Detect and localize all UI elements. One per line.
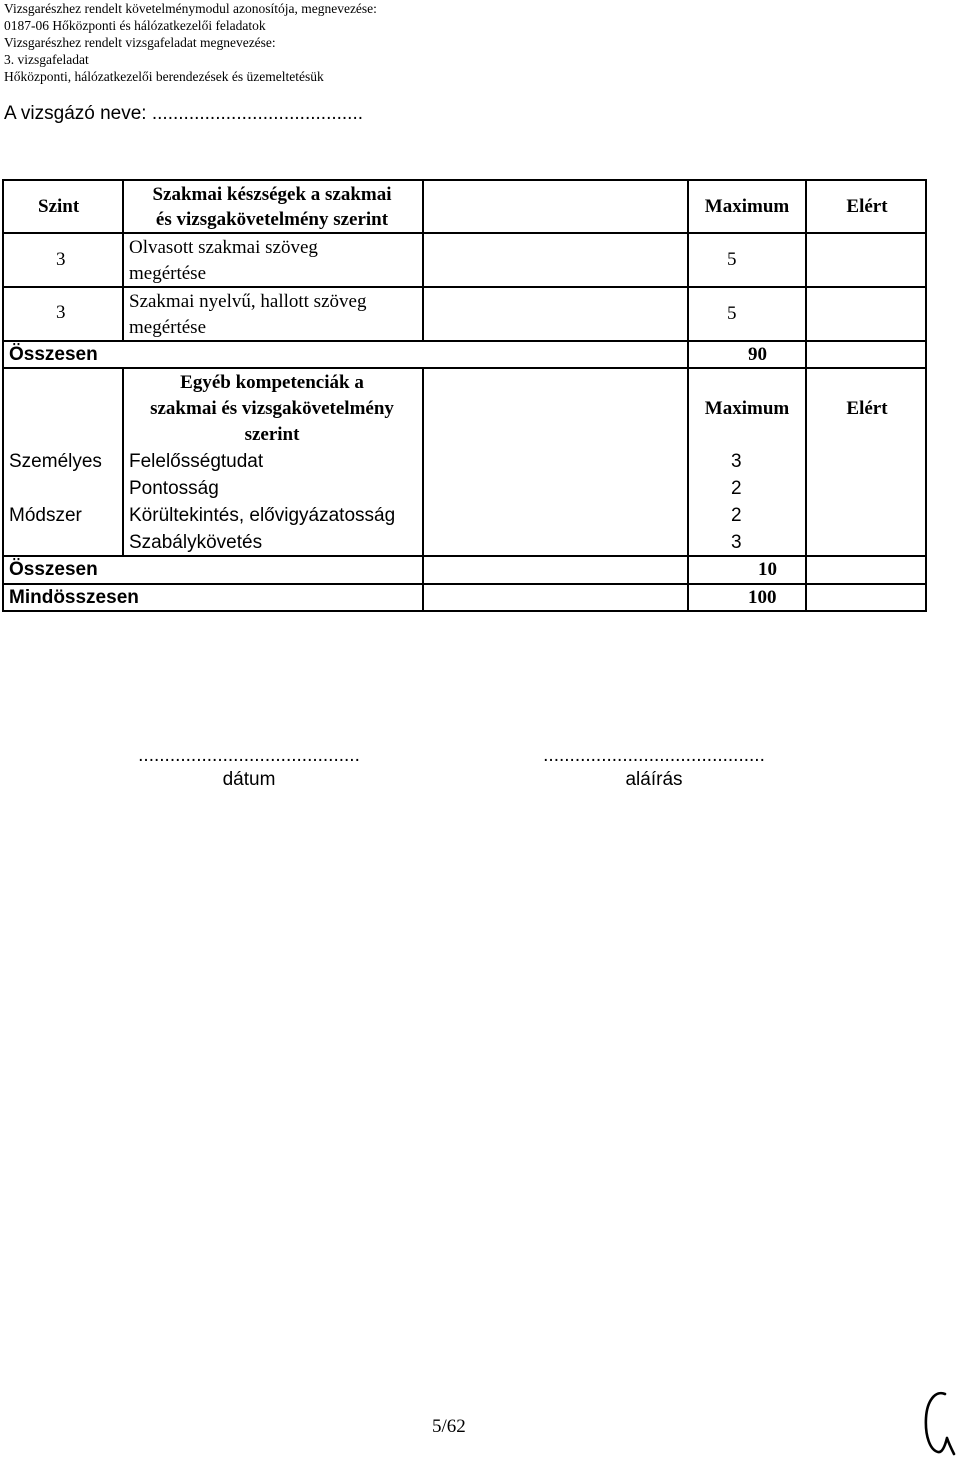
table-rule — [2, 583, 927, 585]
max-header-2: Maximum — [704, 398, 790, 419]
skills-header-line2: és vizsgakövetelmény szerint — [155, 209, 389, 230]
document-header — [4, 0, 377, 85]
page-number: 5/62 — [432, 1416, 466, 1437]
competency-name-1: Felelősségtudat — [129, 451, 264, 472]
row2-level: 3 — [56, 302, 66, 323]
competency-name-2: Pontosság — [129, 478, 219, 499]
row2-skill-line1: Szakmai nyelvű, hallott szöveg — [129, 291, 367, 312]
competency-max-4: 3 — [731, 532, 742, 553]
header-line-3: Vizsgarészhez rendelt vizsgafeladat megnevezése: — [4, 35, 276, 50]
level-header: Szint — [38, 196, 80, 217]
subtotal-label-2: Összesen — [9, 559, 98, 580]
achieved-header-2: Elért — [846, 398, 888, 419]
row1-skill-line1: Olvasott szakmai szöveg — [129, 237, 318, 258]
competency-name-3: Körültekintés, elővigyázatosság — [129, 505, 396, 526]
header-line-4: 3. vizsgafeladat — [4, 52, 89, 67]
date-label: dátum — [222, 769, 276, 790]
table-rule — [2, 367, 927, 369]
competency-max-3: 2 — [731, 505, 742, 526]
examinee-name-field: A vizsgázó neve: ........................................ — [4, 103, 364, 124]
initials-mark — [918, 1388, 956, 1460]
date-dots: .......................................... — [138, 745, 360, 766]
table-rule — [2, 179, 4, 612]
competencies-header-line1: Egyéb kompetenciák a — [180, 372, 364, 393]
sign-dots: .......................................... — [543, 745, 765, 766]
subtotal-value-2: 10 — [758, 559, 777, 580]
row1-skill-line2: megértése — [129, 263, 207, 284]
header-line-2: 0187-06 Hőközponti és hálózatkezelői feladatok — [4, 18, 266, 33]
subtotal-value-1: 90 — [748, 344, 767, 365]
subtotal-label-1: Összesen — [9, 344, 98, 365]
table-rule — [2, 179, 927, 181]
row1-max: 5 — [727, 249, 737, 270]
row2-skill-line2: megértése — [129, 317, 207, 338]
category-personal: Személyes — [9, 451, 102, 472]
competency-name-4: Szabálykövetés — [129, 532, 263, 553]
skills-header-line1: Szakmai készségek a szakmai — [152, 184, 392, 205]
sign-signature-block — [515, 744, 793, 792]
competency-max-2: 2 — [731, 478, 742, 499]
competencies-header-line2: szakmai és vizsgakövetelmény — [150, 398, 394, 419]
grand-total-label: Mindösszesen — [9, 587, 139, 608]
max-header: Maximum — [704, 196, 790, 217]
table-rule — [422, 367, 424, 612]
row1-level: 3 — [56, 249, 66, 270]
table-rule — [2, 610, 927, 612]
competency-max-1: 3 — [731, 451, 742, 472]
competencies-header-line3: szerint — [244, 424, 300, 445]
row2-max: 5 — [727, 303, 737, 324]
achieved-header: Elért — [846, 196, 888, 217]
category-method: Módszer — [9, 505, 82, 526]
grand-total-value: 100 — [748, 587, 777, 608]
header-line-5: Hőközponti, hálózatkezelői berendezések és üzemeltetésük — [4, 69, 324, 84]
date-signature-block — [110, 744, 388, 792]
sign-label: aláírás — [625, 769, 683, 790]
table-rule — [422, 179, 424, 341]
header-line-1: Vizsgarészhez rendelt követelménymodul azonosítója, megnevezése: — [4, 1, 377, 16]
